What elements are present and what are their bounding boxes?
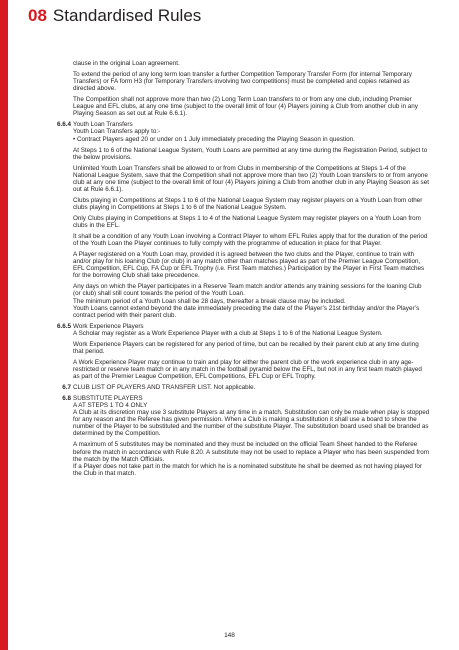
- section-title: SUBSTITUTE PLAYERS: [73, 395, 143, 403]
- section-paragraph: A AT STEPS 1 TO 4 ONLY A Club at its discretion may use 3 substitute Players at any time in a match. Substitution can only be made when play is stopped for any reason and the Referee has given permission. When a Club is making a substitution it shall use a board to show the number of the Player to be substituted and the number of the substitute Player. The substitution board used shall be branded as determined by the Competition.: [73, 402, 430, 438]
- section-paragraph: Clubs playing in Competitions at Steps 1 to 6 of the National League System may register players on a Youth Loan from other clubs playing in Competitions at Steps 1 to 6 of the National League System.: [73, 196, 423, 211]
- intro-paragraph: The Competition shall not approve more than two (2) Long Term Loan transfers to or from any one club, including Premier League and EFL clubs, at any one time (subject to the overall limit of four (4) Players joining a Club from another club in any Playing Season as set out at Rule 6.6.1).: [73, 96, 418, 118]
- section-paragraph: A maximum of 5 substitutes may be nominated and they must be included on the official Team Sheet handed to the Referee before the match in accordance with Rule 8.20. A substitute may not be used to replace a Player who has been suspended from the match by the Match Officials. If a Player does not take part in the match for which he is a nominated substitute he shall be deemed as not having played for the Club in that match.: [73, 441, 429, 477]
- section-6-6-5: [56, 322, 430, 381]
- page-number: 148: [224, 632, 235, 639]
- section-6-6-4: [56, 121, 430, 319]
- section-6-8: [62, 395, 430, 477]
- document-body: [0, 60, 459, 481]
- section-number: 6.7: [62, 384, 71, 392]
- section-paragraph: A Work Experience Player may continue to train and play for either the parent club or the work experience club in any age-restricted or reserve team match or in any match in the football pyramid below the EFL, but not in any first team match played as part of the Premier League Competition, EFL Competitions, EFL Cup or EFL Trophy.: [73, 358, 422, 381]
- chapter-number: 08: [28, 6, 47, 25]
- section-number: 6.6.5: [56, 322, 71, 330]
- section-number: 6.8: [62, 395, 71, 403]
- intro-block: [73, 60, 430, 117]
- section-title: Work Experience Players: [73, 322, 144, 330]
- section-paragraph: It shall be a condition of any Youth Loan involving a Contract Player to whom EFL Rules apply that for the duration of the period of the Youth Loan the Player continues to fully comply with the programme of education in place for that Player.: [73, 233, 428, 248]
- section-6-7: [62, 384, 430, 392]
- section-paragraph: Unlimited Youth Loan Transfers shall be allowed to or from Clubs in membership of the Competitions at Steps 1-4 of the National League System, save that the Competition shall not approve more than two (2) Youth Loan transfers to or from anyone club at any one time (subject to the overall limit of four (4) Players joining a Club from another club in any Playing Season as set out at Rule 6.6.1).: [73, 164, 429, 193]
- intro-paragraph: To extend the period of any long term loan transfer a further Competition Temporary Transfer Form (for internal Temporary Transfers) or FA form H3 (for Temporary Transfers involving two competitions) must be completed and copies retained as directed above.: [73, 70, 412, 93]
- section-paragraph: Only Clubs playing in Competitions at Steps 1 to 4 of the National League System may register players on a Youth Loan from clubs in the EFL.: [73, 214, 421, 230]
- section-paragraph: At Steps 1 to 6 of the National League System, Youth Loans are permitted at any time during the Registration Period, subject to the below provisions.: [73, 146, 428, 161]
- section-paragraph: Any days on which the Player participates in a Reserve Team match and/or attends any training sessions for the loaning Club (or club) shall still count towards the period of the Youth Loan. The minimum period of a Youth Loan shall be 28 days, thereafter a break clause may be included. Youth Loans cannot extend beyond the date immediately preceding the date of the Player’s 21st birthday and/or the Player’s contract period with their parent club.: [73, 283, 422, 319]
- section-number: 6.6.4: [56, 121, 71, 129]
- chapter-title: Standardised Rules: [52, 6, 202, 25]
- section-paragraph: Youth Loan Transfers apply to:- • Contract Players aged 20 or under on 1 July immediately preceding the Playing Season in question.: [73, 128, 355, 143]
- section-paragraph: A Player registered on a Youth Loan may, provided it is agreed between the two clubs and the Player, continue to train with and/or play for his loaning Club (or club) in any match other than matches played as part of the Premier League Competition, EFL Competition, EFL Cup, FA Cup or EFL Trophy (i.e. First Team matches.) Participation by the Player in First Team matches for the borrowing Club shall take precedence.: [73, 251, 425, 280]
- section-paragraph: A Scholar may register as a Work Experience Player with a club at Steps 1 to 6 of the National League System.: [73, 329, 383, 337]
- section-paragraph: Work Experience Players can be registered for any period of time, but can be recalled by their parent club at any time during that period.: [73, 340, 419, 355]
- intro-paragraph: clause in the original Loan agreement.: [73, 60, 180, 67]
- section-title: Youth Loan Transfers: [73, 121, 133, 129]
- chapter-header: [28, 6, 201, 28]
- section-title: CLUB LIST OF PLAYERS AND TRANSFER LIST. Not applicable.: [73, 384, 256, 392]
